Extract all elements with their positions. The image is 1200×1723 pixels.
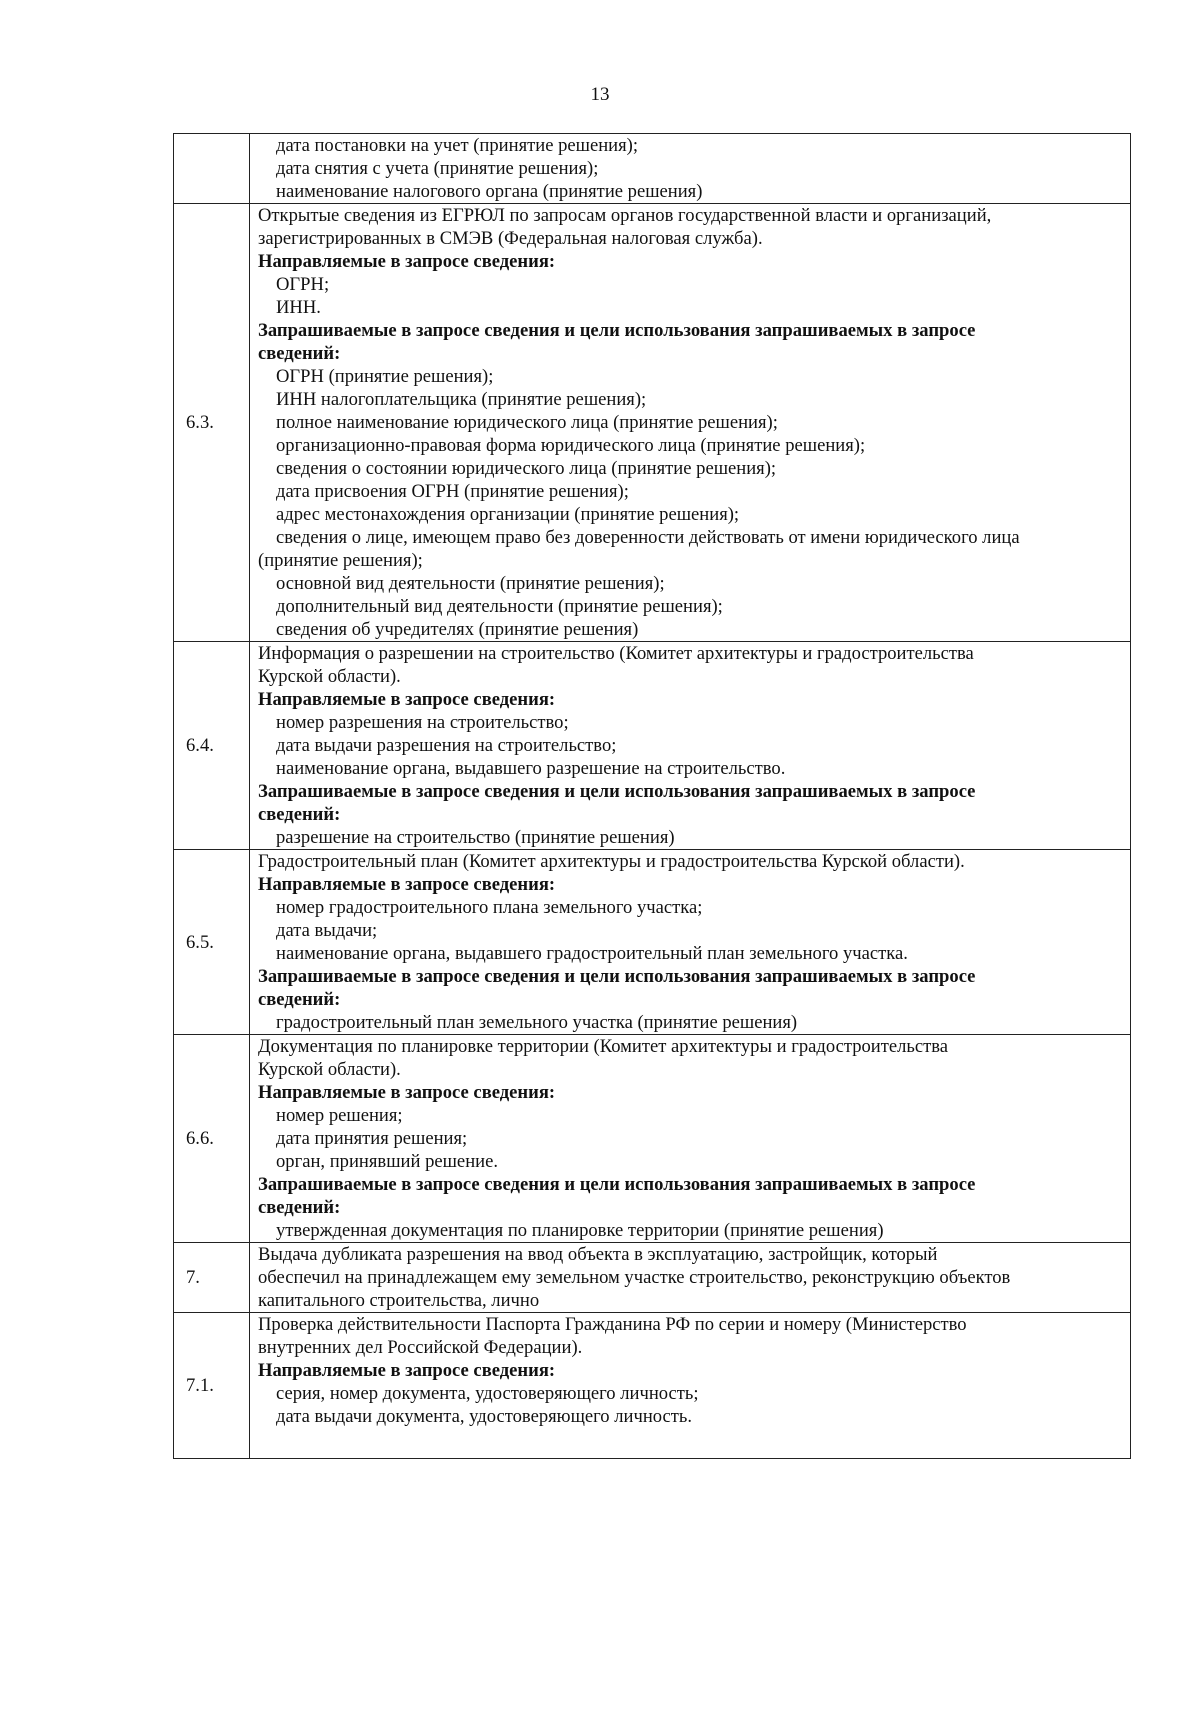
row-content xyxy=(250,1243,1131,1313)
cell-padding xyxy=(258,1428,1122,1458)
row-number: 7.1. xyxy=(174,1313,250,1459)
list-item: дата выдачи разрешения на строительство; xyxy=(276,735,617,756)
list-item: ИНН. xyxy=(276,297,321,318)
table-row xyxy=(174,1243,1131,1313)
row-number: 6.4. xyxy=(174,642,250,850)
row-number: 6.6. xyxy=(174,1035,250,1243)
table-row xyxy=(174,1035,1131,1243)
row-number xyxy=(174,134,250,204)
list-item: сведения о состоянии юридического лица (принятие решения); xyxy=(276,458,777,479)
section-heading: сведений: xyxy=(258,1197,341,1218)
row-title: Выдача дубликата разрешения на ввод объекта в эксплуатацию, застройщик, который xyxy=(258,1244,938,1265)
list-item: дата постановки на учет (принятие решения); xyxy=(276,135,639,156)
row-title: обеспечил на принадлежащем ему земельном участке строительство, реконструкцию объектов xyxy=(258,1267,1011,1288)
section-heading: Запрашиваемые в запросе сведения и цели использования запрашиваемых в запросе xyxy=(258,1174,976,1195)
requirements-table xyxy=(173,133,1131,1459)
row-title: Проверка действительности Паспорта Гражданина РФ по серии и номеру (Министерство xyxy=(258,1314,967,1335)
list-item: наименование органа, выдавшего градостроительный план земельного участка. xyxy=(276,943,908,964)
row-content xyxy=(250,204,1131,642)
list-item: сведения о лице, имеющем право без доверенности действовать от имени юридического лица xyxy=(276,527,1020,548)
list-item: орган, принявший решение. xyxy=(276,1151,498,1172)
list-item: утвержденная документация по планировке территории (принятие решения) xyxy=(276,1220,884,1241)
section-heading: Запрашиваемые в запросе сведения и цели использования запрашиваемых в запросе xyxy=(258,966,976,987)
list-item: дата присвоения ОГРН (принятие решения); xyxy=(276,481,629,502)
list-item: разрешение на строительство (принятие решения) xyxy=(276,827,675,848)
row-title: Информация о разрешении на строительство (Комитет архитектуры и градостроительства xyxy=(258,643,974,664)
row-title: капитального строительства, лично xyxy=(258,1290,540,1311)
row-title: Курской области). xyxy=(258,1059,401,1080)
list-item: серия, номер документа, удостоверяющего личность; xyxy=(276,1383,699,1404)
row-content xyxy=(250,850,1131,1035)
page-number: 13 xyxy=(590,84,610,105)
row-title: Курской области). xyxy=(258,666,401,687)
list-item: сведения об учредителях (принятие решения) xyxy=(276,619,639,640)
row-number: 6.5. xyxy=(174,850,250,1035)
list-item: (принятие решения); xyxy=(258,550,423,571)
section-heading: Направляемые в запросе сведения: xyxy=(258,689,556,710)
list-item: основной вид деятельности (принятие решения); xyxy=(276,573,665,594)
list-item: дата принятия решения; xyxy=(276,1128,468,1149)
list-item: организационно-правовая форма юридического лица (принятие решения); xyxy=(276,435,866,456)
section-heading: Направляемые в запросе сведения: xyxy=(258,1082,556,1103)
table-row xyxy=(174,1313,1131,1459)
list-item: градостроительный план земельного участка (принятие решения) xyxy=(276,1012,798,1033)
row-title: внутренних дел Российской Федерации). xyxy=(258,1337,583,1358)
row-content xyxy=(250,642,1131,850)
list-item: ИНН налогоплательщика (принятие решения); xyxy=(276,389,647,410)
list-item: номер решения; xyxy=(276,1105,403,1126)
list-item: полное наименование юридического лица (принятие решения); xyxy=(276,412,778,433)
row-title: Документация по планировке территории (Комитет архитектуры и градостроительства xyxy=(258,1036,949,1057)
list-item: номер градостроительного плана земельного участка; xyxy=(276,897,703,918)
row-title: Градостроительный план (Комитет архитектуры и градостроительства Курской области). xyxy=(258,851,965,872)
section-heading: Запрашиваемые в запросе сведения и цели использования запрашиваемых в запросе xyxy=(258,781,976,802)
section-heading: сведений: xyxy=(258,989,341,1010)
table-row xyxy=(174,642,1131,850)
section-heading: сведений: xyxy=(258,804,341,825)
section-heading: Направляемые в запросе сведения: xyxy=(258,1360,556,1381)
section-heading: Направляемые в запросе сведения: xyxy=(258,874,556,895)
table-row xyxy=(174,204,1131,642)
list-item: дата выдачи; xyxy=(276,920,378,941)
list-item: номер разрешения на строительство; xyxy=(276,712,569,733)
list-item: наименование органа, выдавшего разрешение на строительство. xyxy=(276,758,786,779)
list-item: ОГРН; xyxy=(276,274,330,295)
row-number: 6.3. xyxy=(174,204,250,642)
list-item: адрес местонахождения организации (принятие решения); xyxy=(276,504,740,525)
row-content xyxy=(250,1035,1131,1243)
table-row xyxy=(174,134,1131,204)
row-title: Открытые сведения из ЕГРЮЛ по запросам органов государственной власти и организаций, xyxy=(258,205,992,226)
list-item: дата выдачи документа, удостоверяющего личность. xyxy=(276,1406,693,1427)
table-row xyxy=(174,850,1131,1035)
row-content xyxy=(250,1313,1131,1459)
list-item: дата снятия с учета (принятие решения); xyxy=(276,158,599,179)
list-item: наименование налогового органа (принятие решения) xyxy=(276,181,703,202)
section-heading: Запрашиваемые в запросе сведения и цели использования запрашиваемых в запросе xyxy=(258,320,976,341)
list-item: ОГРН (принятие решения); xyxy=(276,366,494,387)
section-heading: Направляемые в запросе сведения: xyxy=(258,251,556,272)
list-item: дополнительный вид деятельности (принятие решения); xyxy=(276,596,723,617)
row-number: 7. xyxy=(174,1243,250,1313)
row-content xyxy=(250,134,1131,204)
row-title: зарегистрированных в СМЭВ (Федеральная налоговая служба). xyxy=(258,228,763,249)
section-heading: сведений: xyxy=(258,343,341,364)
